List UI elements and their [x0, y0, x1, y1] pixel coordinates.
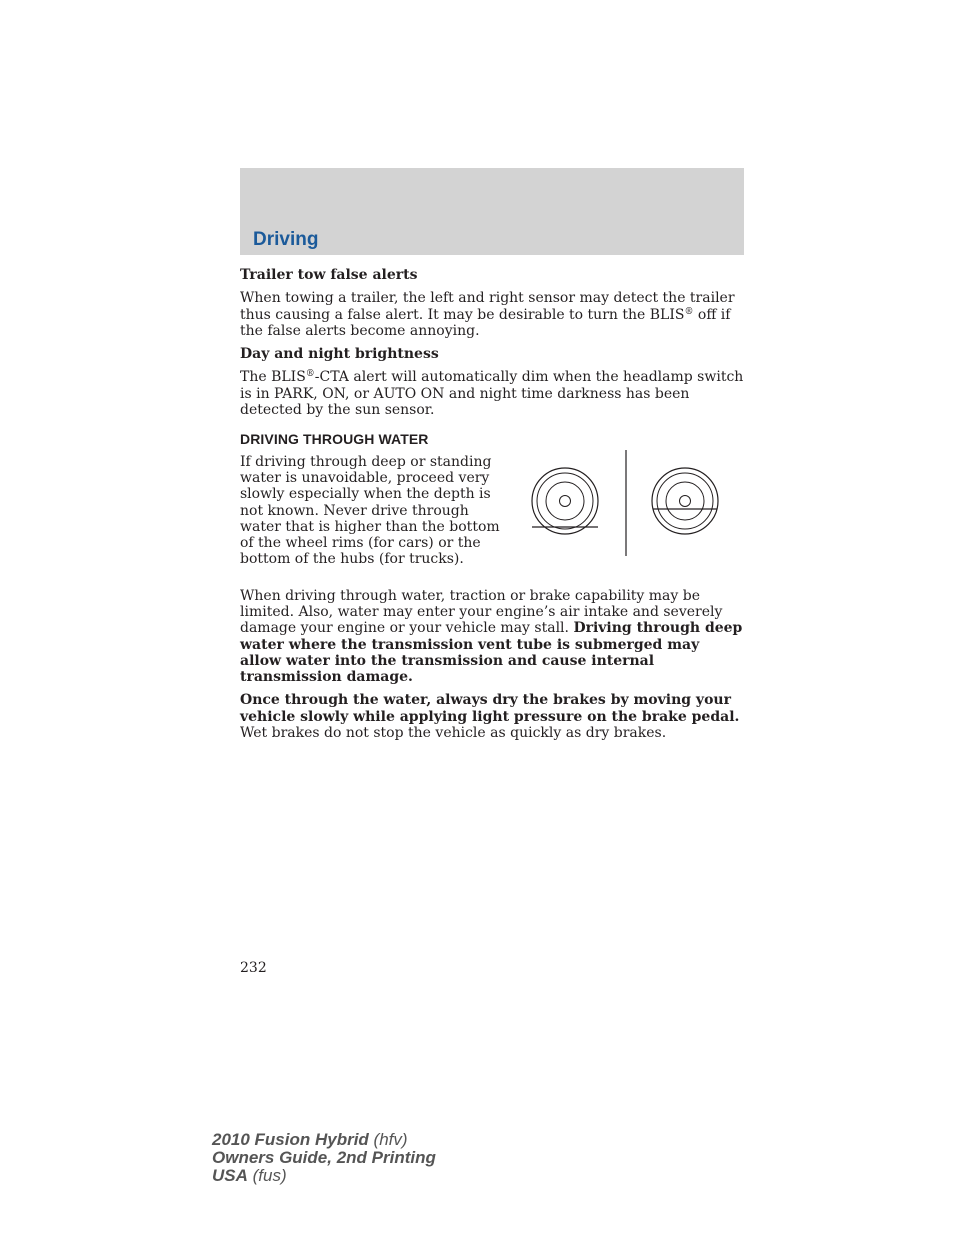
- paragraph-water-intro: If driving through deep or standing water is unavoidable, proceed very slowly especially when the depth is not known. Never drive through water that is higher than the bottom of the wheel rims (for cars) or the bottom of the hubs (for trucks).: [240, 453, 500, 568]
- registered-mark: ®: [684, 306, 694, 317]
- footer-line-3: USA (fus): [212, 1166, 287, 1185]
- car-wheel-icon: [532, 468, 598, 534]
- subheading-brightness: Day and night brightness: [240, 346, 439, 363]
- paragraph-brightness: The BLIS®-CTA alert will automatically dim when the headlamp switch is in PARK, ON, or AUTO ON and night time darkness has been detected by the sun sensor.: [240, 369, 744, 419]
- document-footer: [212, 1131, 436, 1185]
- truck-wheel-icon: [652, 468, 718, 534]
- page-number: 232: [240, 960, 267, 976]
- paragraph-water-traction: When driving through water, traction or brake capability may be limited. Also, water may enter your engine’s air intake and severely damage your engine or your vehicle may stall. Driving through deep water where the transmission vent tube is submerged may allow water into the transmission and cause internal transmission damage.: [240, 587, 743, 686]
- page-content: [240, 267, 744, 748]
- registered-mark: ®: [305, 369, 315, 380]
- water-intro-block: [240, 454, 744, 582]
- paragraph-dry-brakes: Once through the water, always dry the brakes by moving your vehicle slowly while applying light pressure on the brake pedal. Wet brakes do not stop the vehicle as quickly as dry brakes.: [240, 692, 740, 742]
- subheading-trailer-tow: Trailer tow false alerts: [240, 267, 418, 283]
- section-heading-driving-through-water: DRIVING THROUGH WATER: [240, 431, 429, 448]
- warning-transmission: Driving through deep water where the transmission vent tube is submerged may allow water into the transmission and cause internal transmission damage.: [240, 620, 743, 686]
- footer-line-1: 2010 Fusion Hybrid (hfv): [212, 1130, 408, 1149]
- section-header-band: [240, 168, 744, 255]
- footer-line-2: Owners Guide, 2nd Printing: [212, 1148, 436, 1167]
- wheel-water-level-illustration: [528, 448, 728, 560]
- section-title: Driving: [253, 229, 319, 250]
- warning-dry-brakes: Once through the water, always dry the brakes by moving your vehicle slowly while applying light pressure on the brake pedal.: [240, 692, 740, 725]
- paragraph-trailer-tow: When towing a trailer, the left and right sensor may detect the trailer thus causing a false alert. It may be desirable to turn the BLIS® off if the false alerts become annoying.: [240, 290, 735, 339]
